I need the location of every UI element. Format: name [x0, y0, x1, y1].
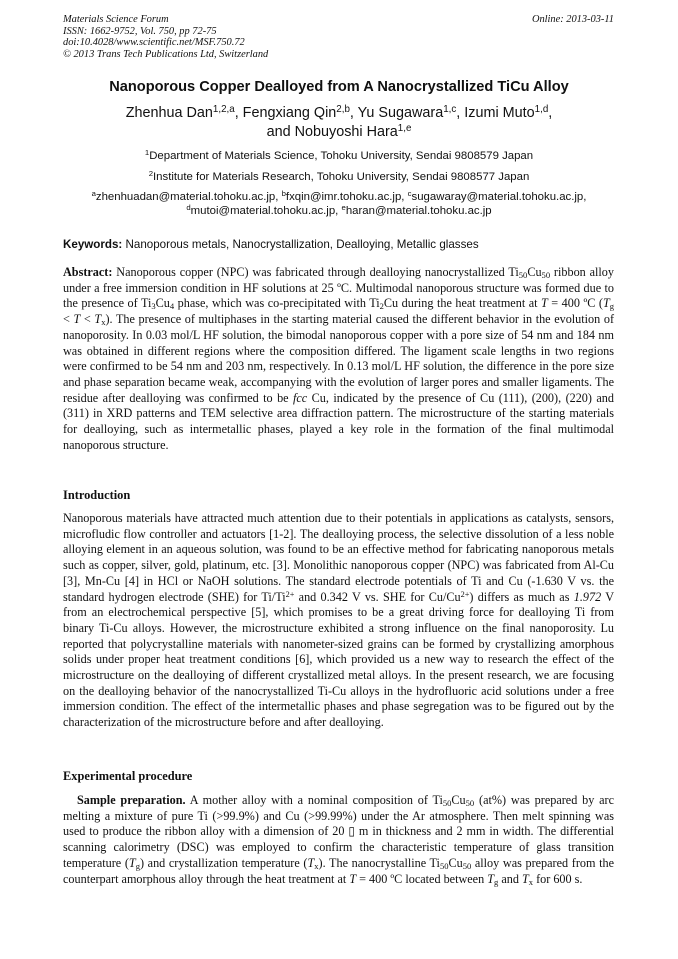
author-superscript: 1,2,a: [212, 104, 235, 116]
paper-title: Nanoporous Copper Dealloyed from A Nanocrystallized TiCu Alloy: [109, 79, 569, 95]
affiliation-text: Department of Materials Science, Tohoku University, Sendai 9808579 Japan: [149, 150, 534, 162]
email-marker: a: [91, 189, 96, 199]
affiliation-2: [40, 167, 638, 188]
affiliation-list: [40, 146, 638, 187]
body-text: for 600 s.: [533, 871, 583, 886]
abstract-text: Nanoporous copper (NPC) was fabricated through dealloying nanocrystallized Ti: [112, 265, 519, 279]
abstract-text: = 400 ºC (: [547, 296, 603, 311]
body-text: = 400 ºC located between: [356, 871, 488, 886]
superscript: 2+: [285, 589, 295, 599]
body-text: (at%) was prepared by arc melting a mixture of pure Ti (>99.9%) and Cu (>99.99%) under the Ar atmosphere. Then melt spinning was used to produce the ribbon alloy with a dimension of 20 ▯ m in thickness and 2 mm in width. The differential scanning calorimetry (DSC) was employed to confirm the characteristic temperature of glass transition temperature (: [63, 793, 614, 870]
abstract-text: Cu: [155, 296, 170, 311]
email-marker: d: [186, 203, 191, 213]
subscript: 4: [169, 301, 175, 312]
abstract-text: ribbon alloy under a free immersion condition in HF solutions at 25 ºC. Multimodal nanoporous structure was formed due to the presence of Ti: [63, 265, 614, 311]
affiliation-text: Institute for Materials Research, Tohoku University, Sendai 9808577 Japan: [153, 170, 530, 183]
math-symbol: T: [128, 855, 136, 870]
math-symbol: T: [602, 296, 610, 311]
math-symbol: T: [487, 871, 495, 886]
experimental-paragraph: [63, 793, 614, 887]
subscript: g: [494, 876, 499, 887]
author-superscript: 1,d: [534, 104, 549, 116]
author-superscript: 2,b: [336, 104, 350, 116]
abstract-text: ). The presence of multiphases in the starting material caused the different behavior in the evolution of nanoporosity. In 0.03 mol/L HF solution, the bimodal nanoporous copper with a pore size of 54 nm and 184 nm was obtained in different regions where the composition differed. The ligament scale lengths in two regions were confirmed to be 54 nm and 203 nm, respectively. In 0.13 mol/L HF solution, the difference in the pore size and phase separation became weak, accompanying with the evolution of larger pores and smaller ligaments. The residue after dealloying was confirmed to be: [63, 312, 615, 405]
abstract-text: Cu, indicated by the presence of Cu (111), (200), (220) and (311) in XRD patterns and TEM selective area diffraction pattern. The microstructure of the starting materials for dealloying, such as intermetallic phases, played a key role in the formation of the final multimodal nanoporous structure.: [63, 390, 614, 452]
email-address: fxqin@imr.tohoku.ac.jp,: [285, 191, 408, 203]
subscript: g: [135, 860, 140, 871]
author-superscript: 1,e: [397, 122, 412, 134]
subscript: x: [314, 860, 319, 871]
author-name: , Izumi Muto: [456, 105, 535, 121]
journal-name: Materials Science Forum: [63, 14, 169, 25]
subscript: x: [101, 317, 106, 328]
online-date: Online: 2013-03-11: [531, 14, 614, 25]
italic-term: fcc: [293, 390, 308, 405]
subscript: 3: [151, 301, 156, 312]
email-address: mutoi@material.tohoku.ac.jp,: [190, 205, 342, 218]
affiliation-marker: 1: [144, 148, 150, 158]
author-name: and Nobuyoshi Hara: [266, 123, 398, 140]
email-address: zhenhuadan@material.tohoku.ac.jp,: [95, 191, 282, 203]
subscript: 50: [439, 860, 449, 871]
subscript: 50: [462, 860, 472, 871]
subsection-label: Sample preparation.: [77, 793, 186, 807]
body-text: Cu: [451, 793, 466, 807]
author-name: Zhenhua Dan: [125, 105, 213, 121]
subscript: 50: [465, 798, 475, 809]
body-text: V from an electrochemical perspective [5], which promises to be a great driving force for dealloying Ti from binary Ti-Cu alloys. However, the microstructure exhibited a strong influence on the final nanoporosity. Lu reported that polycrystalline materials with nanometer-sized grains can be formed by crystallizing amorphous solids under proper heat treatment conditions [6], which provided us a new way to research the effect of the microstructure on the dealloying of different crystallized metal alloys. In the present research, we are focusing on the dealloying behavior of the nanocrystallized Ti-Cu alloys in the hydrofluoric acid solutions under a free immersion condition. The effect of the intermetallic phases and phase segregation was to be figured out by the characterization of the microstructure before and after dealloying.: [63, 589, 614, 730]
email-marker: b: [281, 189, 286, 199]
experimental-heading: Experimental procedure: [63, 769, 193, 783]
body-text: and 0.342 V vs. SHE for Cu/Cu: [294, 589, 461, 604]
body-text: Cu: [448, 855, 463, 870]
email-marker: c: [407, 189, 412, 199]
introduction-heading: Introduction: [63, 488, 131, 502]
author-name: , Yu Sugawara: [349, 105, 444, 121]
abstract-text: Cu: [527, 265, 542, 279]
abstract-paragraph: [63, 265, 614, 453]
email-address: sugawaray@material.tohoku.ac.jp,: [411, 191, 587, 203]
introduction-paragraph: [63, 511, 614, 731]
body-text: ). The nanocrystalline Ti: [318, 855, 440, 870]
subscript: g: [609, 301, 614, 312]
affiliation-marker: 2: [148, 168, 153, 178]
math-symbol: T: [73, 312, 81, 327]
email-address: haran@material.tohoku.ac.jp: [345, 205, 492, 218]
abstract-text: Cu during the heat treatment at: [383, 296, 542, 311]
keywords-line: [63, 238, 614, 251]
body-text: alloy was prepared from the counterpart amorphous alloy through the heat treatment at: [63, 855, 614, 886]
author-superscript: 1,c: [443, 104, 457, 116]
journal-copyright: © 2013 Trans Tech Publications Ltd, Switzerland: [63, 48, 269, 60]
abstract-text: <: [80, 312, 95, 327]
abstract-label: Abstract:: [63, 265, 113, 279]
body-text: Nanoporous materials have attracted much attention due to their potentials in applications as catalysts, sensors, microfludic flow controller and actuators [1-2]. The dealloying process, the selective dissolution of a less noble alloying element in an aqueous solution, was found to be an effective method for fabricating nanoporous metals such as copper, silver, gold, platinum, etc. [3]. Monolithic nanoporous copper (NPC) was fabricated from Al-Cu [3], Mn-Cu [4] in HCl or NaOH solutions. The standard electrode potentials of Ti and Cu (-1.630 V vs. the standard hydrogen electrode (SHE) for Ti/Ti: [63, 511, 614, 604]
math-symbol: T: [521, 871, 529, 886]
keywords-text: Nanoporous metals, Nanocrystallization, Dealloying, Metallic glasses: [122, 238, 479, 251]
math-symbol: T: [94, 312, 102, 327]
journal-issn: ISSN: 1662-9752, Vol. 750, pp 72-75: [63, 25, 217, 37]
math-symbol: T: [349, 871, 357, 886]
italic-value: 1.972: [573, 589, 602, 604]
body-text: ) differs as much as: [469, 589, 574, 604]
subscript: 50: [518, 270, 528, 281]
author-separator: ,: [548, 105, 553, 121]
abstract-text: phase, which was co-precipitated with Ti: [174, 296, 380, 311]
email-marker: e: [341, 203, 346, 213]
journal-doi: doi:10.4028/www.scientific.net/MSF.750.72: [63, 37, 245, 49]
math-symbol: T: [307, 855, 315, 870]
affiliation-1: [40, 146, 638, 167]
superscript: 2+: [460, 589, 470, 599]
author-name: , Fengxiang Qin: [234, 105, 337, 121]
journal-header: [63, 14, 614, 60]
subscript: x: [528, 876, 534, 887]
body-text: A mother alloy with a nominal composition of Ti: [185, 793, 443, 807]
abstract-text: <: [63, 312, 74, 327]
body-text: ) and crystallization temperature (: [139, 855, 308, 870]
subscript: 50: [541, 270, 551, 281]
email-list: [40, 190, 638, 219]
math-symbol: T: [541, 296, 548, 311]
keywords-label: Keywords:: [63, 238, 123, 251]
subscript: 2: [379, 301, 384, 312]
subscript: 50: [442, 798, 452, 809]
author-list: [40, 104, 638, 141]
body-text: and: [498, 871, 522, 886]
